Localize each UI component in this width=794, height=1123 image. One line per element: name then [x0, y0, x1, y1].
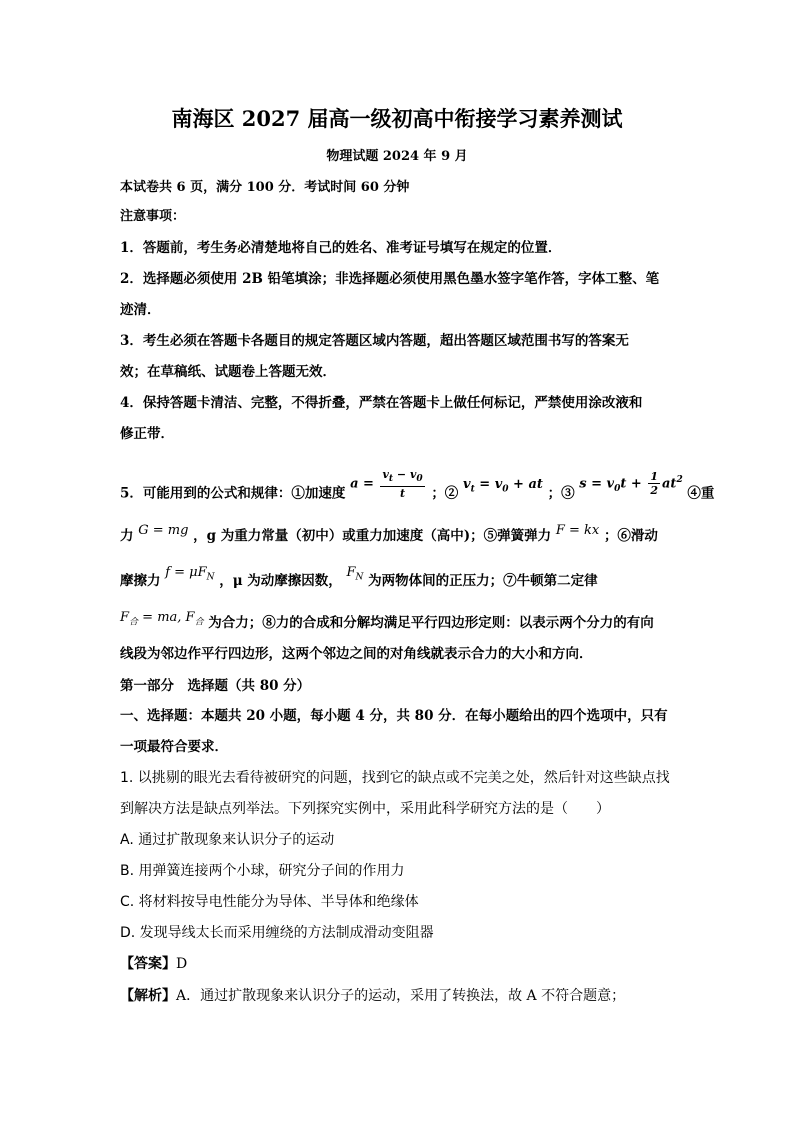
formula-normal-force: $F_N$: [346, 565, 364, 583]
notice-line: 1．答题前，考生务必清楚地将自己的姓名、准考证号填写在规定的位置．: [120, 240, 562, 256]
notice-line: 3．考生必须在答题卡各题目的规定答题区域内答题，超出答题区域范围书写的答案无: [120, 333, 629, 349]
item5-text: 为合力；⑧力的合成和分解均满足平行四边形定则：以表示两个分力的有向: [208, 614, 654, 631]
page-title: 南海区 2027 届高一级初高中衔接学习素养测试: [171, 106, 623, 131]
option-d: D. 发现导线太长而采用缠绕的方法制成滑动变阻器: [120, 925, 434, 941]
analysis-text: A．通过扩散现象来认识分子的运动，采用了转换法，故 A 不符合题意；: [176, 988, 626, 1004]
part-heading: 第一部分 选择题（共 80 分）: [120, 678, 311, 694]
analysis-tag: 【解析】: [120, 988, 176, 1004]
notice-line: 迹清．: [120, 302, 161, 318]
formula-gravity: G = mg: [138, 522, 189, 538]
formula-acceleration: a = $\frac{v_t - v_0}{t}$: [350, 468, 423, 501]
notice-item-5-line-1: [120, 468, 715, 510]
notice-item-5-line-3: [120, 565, 598, 594]
formula-displacement: $s = v_0t$ + $\frac{1}{2}$ $at^2$: [579, 469, 683, 497]
answer-value: D: [176, 956, 188, 972]
section-instruction: 一、选择题：本题共 20 小题，每小题 4 分，共 80 分．在每小题给出的四个选项中，只有: [120, 708, 668, 724]
question-stem: 1. 以挑剔的眼光去看待被研究的问题，找到它的缺点或不完美之处，然后针对这些缺点找: [120, 770, 670, 786]
page-subtitle: 物理试题 2024 年 9 月: [326, 149, 468, 164]
item5-text: ；⑥滑动: [603, 528, 658, 544]
option-b: B. 用弹簧连接两个小球，研究分子间的作用力: [120, 863, 405, 879]
formula-velocity: $v_t = v_0$ + at: [463, 476, 543, 495]
answer-line: [120, 954, 187, 974]
notice-item-5-line-4: [120, 611, 654, 636]
item5-text: 为两物体间的正压力；⑦牛顿第二定律: [368, 572, 598, 589]
item5-text: ；③: [547, 485, 575, 502]
exam-intro: 本试卷共 6 页，满分 100 分．考试时间 60 分钟: [120, 180, 410, 195]
option-c: C. 将材料按导电性能分为导体、半导体和绝缘体: [120, 894, 419, 910]
item5-text: 摩擦力: [120, 572, 161, 589]
item5-text: ④重: [687, 485, 715, 502]
item5-text: 力: [120, 528, 134, 544]
item5-text: ；②: [431, 485, 459, 502]
section-instruction: 一项最符合要求．: [120, 739, 228, 755]
notice-item-5-line-5: 线段为邻边作平行四边形，这两个邻边之间的对角线就表示合力的大小和方向．: [120, 646, 593, 662]
answer-tag: 【答案】: [120, 956, 176, 972]
notice-line: 效；在草稿纸、试题卷上答题无效．: [120, 364, 336, 380]
analysis-line: [120, 986, 625, 1006]
notice-item-5-line-2: [120, 522, 658, 547]
item5-text: ，g 为重力常量（初中）或重力加速度（高中)；⑤弹簧弹力: [193, 528, 552, 544]
question-stem: 到解决方法是缺点列举法。下列探究实例中，采用此科学研究方法的是（ ）: [120, 801, 610, 817]
notice-heading: 注意事项：: [120, 209, 186, 224]
item5-text: ，μ 为动摩擦因数，: [219, 572, 342, 589]
item5-text: 5．可能用到的公式和规律：①加速度: [120, 485, 346, 502]
formula-spring: F = kx: [555, 522, 600, 538]
formula-friction: $f = \mu F_N$: [165, 565, 215, 583]
notice-line: 4．保持答题卡清洁、完整，不得折叠，严禁在答题卡上做任何标记，严禁使用涂改液和: [120, 395, 643, 411]
notice-line: 修正带．: [120, 426, 174, 442]
notice-line: 2．选择题必须使用 2B 铅笔填涂；非选择题必须使用黑色墨水签字笔作答，字体工整、笔: [120, 271, 660, 287]
formula-newton-second: $F_合$ = ma, $F_合$: [120, 610, 204, 628]
option-a: A. 通过扩散现象来认识分子的运动: [120, 832, 335, 848]
